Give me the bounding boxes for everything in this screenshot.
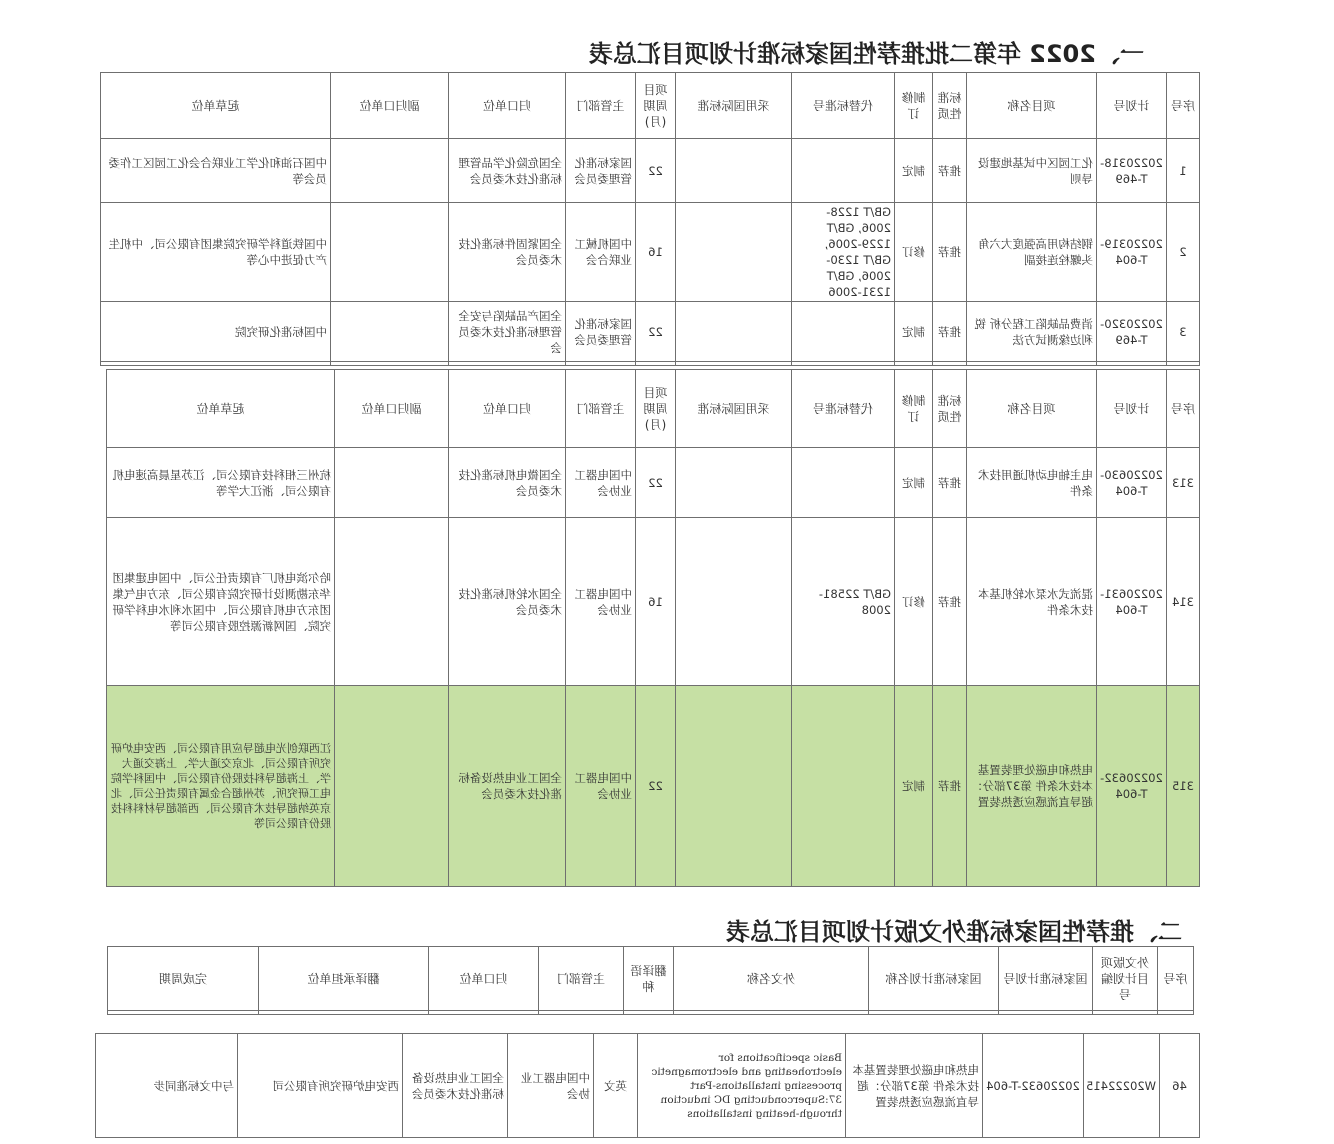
cell-period: 16: [636, 203, 676, 302]
cell-tc: 全国微电机标准化技术委员会: [449, 448, 566, 518]
table-row: [96, 1034, 1200, 1138]
table-row-highlighted: [107, 686, 1200, 887]
header-revision: 制修订: [895, 73, 933, 139]
cell-tc: 全国工业电热设备标准化技术委员会: [403, 1034, 508, 1138]
cell-nature: 推荐: [933, 203, 967, 302]
cell-dept: 国家标准化管理委员会: [566, 302, 636, 362]
cell-replaced-std: GB/T 22581-2008: [792, 518, 895, 686]
cell-drafter: 中国石油和化学工业联合会化工园区工作委员会等: [101, 139, 331, 203]
table3-header-row: [108, 947, 1194, 1011]
cell-nature: 推荐: [933, 686, 967, 887]
cell-nature: 推荐: [933, 518, 967, 686]
cell-drafter: 中国铁道科学研究院集团有限公司、中机生产力促进中心等: [101, 203, 331, 302]
cell-seq: 2: [1167, 203, 1200, 302]
header-period: 项目周期(月): [636, 370, 676, 448]
cell-seq: 46: [1160, 1034, 1200, 1138]
cell-sub-tc: [331, 203, 449, 302]
header-completion: 完成周期: [108, 947, 259, 1011]
header-intl-std: 采用国际标准: [676, 73, 792, 139]
cell-completion: 与中文标准同步: [96, 1034, 238, 1138]
table-row: [101, 302, 1200, 362]
cell-seq: 315: [1167, 686, 1200, 887]
cell-sub-tc: [335, 518, 449, 686]
cell-drafter: 江西联创光电超导应用有限公司、西安电炉研究所有限公司、北京交通大学、上海交通大学、上海超导科技股份有限公司、中国科学院电工研究所、苏州超合金属有限责任公司、北京英纳超导技术有限公司、西部超导材料科技股份有限公司等: [107, 686, 335, 887]
header-plan-no: 计划号: [1097, 370, 1167, 448]
header-language: 翻译语种: [624, 947, 674, 1011]
cell-revision: 制定: [895, 302, 933, 362]
header-drafter: 起草单位: [107, 370, 335, 448]
cell-sub-tc: [335, 686, 449, 887]
cell-plan-no: 20220320-T-469: [1097, 302, 1167, 362]
cell-sub-tc: [331, 302, 449, 362]
cell-period: 22: [636, 448, 676, 518]
cell-replaced-std: GB/T 1228-2006, GB/T 1229-2006, GB/T 1230-2006, GB/T 1231-2006: [792, 203, 895, 302]
cell-dept: 中国电器工业协会: [566, 518, 636, 686]
cell-drafter: 杭州三相科技有限公司、江苏星晨高速电机有限公司、浙江大学等: [107, 448, 335, 518]
cell-project-name: 电热和电磁处理装置基本技术条件 第37部分：超导直流感应透热装置: [967, 686, 1097, 887]
cell-period: 22: [636, 139, 676, 203]
cell-seq: 3: [1167, 302, 1200, 362]
header-intl-std: 采用国际标准: [676, 370, 792, 448]
header-period: 项目周期(月): [636, 73, 676, 139]
cell-revision: 制定: [895, 686, 933, 887]
cell-drafter: 中国标准化研究院: [101, 302, 331, 362]
header-project-name: 项目名称: [967, 73, 1097, 139]
cell-plan-no: 20220630-T-604: [1097, 448, 1167, 518]
cell-dept: 中国电器工业协会: [566, 448, 636, 518]
cell-foreign-name: Basic specifications for electroheating and electromagnetic processing installations-Part 37:Superconducting DC induction through-heating installations: [638, 1034, 846, 1138]
cell-project-name: 钢结构用高强度大六角头螺栓连接副: [967, 203, 1097, 302]
cell-revision: 修订: [895, 203, 933, 302]
cell-revision: 制定: [895, 448, 933, 518]
header-nature: 标准性质: [933, 370, 967, 448]
plan-table-1: [100, 72, 1200, 366]
cell-period: 22: [636, 686, 676, 887]
cell-seq: 313: [1167, 448, 1200, 518]
header-sub-tc: 副归口单位: [335, 370, 449, 448]
foreign-table-header: [107, 946, 1194, 1015]
table-row: [101, 139, 1200, 203]
cell-nature: 推荐: [933, 448, 967, 518]
header-national-plan-no: 国家标准计划号: [999, 947, 1093, 1011]
cell-project-name: 化工园区中试基地建设导则: [967, 139, 1097, 203]
cell-period: 22: [636, 302, 676, 362]
plan-table-2: [106, 369, 1200, 887]
header-seq: 序号: [1167, 73, 1200, 139]
table-stub-row: [108, 1011, 1194, 1015]
cell-dept: 中国电器工业协会: [566, 686, 636, 887]
table-row: [107, 518, 1200, 686]
foreign-table-row: [95, 1033, 1200, 1138]
header-replaced-std: 代替标准号: [792, 73, 895, 139]
cell-dept: 中国机械工业联合会: [566, 203, 636, 302]
cell-period: 16: [636, 518, 676, 686]
section1-title: 一、2022 年第二批推荐性国家标准计划项目汇总表: [588, 40, 1144, 68]
header-dept: 主管部门: [566, 370, 636, 448]
table1-header-row: [101, 73, 1200, 139]
cell-sub-tc: [331, 139, 449, 203]
header-national-plan-name: 国家标准计划名称: [869, 947, 999, 1011]
cell-replaced-std: [792, 302, 895, 362]
header-tc: 归口单位: [429, 947, 539, 1011]
header-seq: 序号: [1158, 947, 1194, 1011]
table-row: [101, 203, 1200, 302]
section2-title: 二、推荐性国家标准外文版计划项目汇总表: [726, 918, 1182, 946]
header-nature: 标准性质: [933, 73, 967, 139]
cell-revision: 制定: [895, 139, 933, 203]
table-stub-row: [101, 362, 1200, 366]
header-foreign-plan-no: 外文版项目计划编号: [1093, 947, 1158, 1011]
cell-tc: 全国水轮机标准化技术委员会: [449, 518, 566, 686]
header-tc: 归口单位: [449, 370, 566, 448]
cell-tc: 全国产品缺陷与安全管理标准化技术委员会: [449, 302, 566, 362]
cell-project-name: 消费品缺陷工程分析 锐利边缘测试方法: [967, 302, 1097, 362]
cell-intl-std: [676, 139, 792, 203]
header-foreign-name: 外文名称: [674, 947, 869, 1011]
header-project-name: 项目名称: [967, 370, 1097, 448]
header-revision: 制修订: [895, 370, 933, 448]
header-dept: 主管部门: [539, 947, 624, 1011]
cell-national-plan-name: 电热和电磁处理装置基本技术条件 第37部分：超导直流感应透热装置: [846, 1034, 983, 1138]
cell-seq: 1: [1167, 139, 1200, 203]
cell-plan-no: 20220318-T-469: [1097, 139, 1167, 203]
cell-project-name: 电主轴电动机通用技术条件: [967, 448, 1097, 518]
cell-tc: 全国工业电热设备标准化技术委员会: [449, 686, 566, 887]
cell-nature: 推荐: [933, 139, 967, 203]
cell-tc: 全国紧固件标准化技术委员会: [449, 203, 566, 302]
cell-language: 英文: [594, 1034, 638, 1138]
header-translator: 翻译承担单位: [259, 947, 429, 1011]
header-sub-tc: 副归口单位: [331, 73, 449, 139]
header-seq: 序号: [1167, 370, 1200, 448]
header-tc: 归口单位: [449, 73, 566, 139]
cell-nature: 推荐: [933, 302, 967, 362]
cell-plan-no: 20220631-T-604: [1097, 518, 1167, 686]
header-dept: 主管部门: [566, 73, 636, 139]
cell-tc: 全国危险化学品管理标准化技术委员会: [449, 139, 566, 203]
cell-plan-no: 20220319-T-604: [1097, 203, 1167, 302]
cell-dept: 中国电器工业协会: [508, 1034, 594, 1138]
cell-replaced-std: [792, 686, 895, 887]
header-plan-no: 计划号: [1097, 73, 1167, 139]
cell-revision: 修订: [895, 518, 933, 686]
cell-drafter: 哈尔滨电机厂有限责任公司、中国电建集团华东勘测设计研究院有限公司、东方电气集团东方电机有限公司、中国水利水电科学研究院、国网新源控股有限公司等: [107, 518, 335, 686]
header-replaced-std: 代替标准号: [792, 370, 895, 448]
cell-national-plan-no: 20220632-T-604: [983, 1034, 1084, 1138]
cell-sub-tc: [335, 448, 449, 518]
cell-dept: 国家标准化管理委员会: [566, 139, 636, 203]
cell-intl-std: [676, 302, 792, 362]
cell-foreign-plan-no: W20222415: [1084, 1034, 1160, 1138]
cell-intl-std: [676, 203, 792, 302]
cell-project-name: 混流式水泵水轮机基本技术条件: [967, 518, 1097, 686]
cell-intl-std: [676, 448, 792, 518]
cell-seq: 314: [1167, 518, 1200, 686]
table2-header-row: [107, 370, 1200, 448]
cell-plan-no: 20220632-T-604: [1097, 686, 1167, 887]
cell-replaced-std: [792, 448, 895, 518]
cell-intl-std: [676, 518, 792, 686]
cell-translator: 西安电炉研究所有限公司: [238, 1034, 403, 1138]
cell-replaced-std: [792, 139, 895, 203]
cell-intl-std: [676, 686, 792, 887]
table-row: [107, 448, 1200, 518]
header-drafter: 起草单位: [101, 73, 331, 139]
